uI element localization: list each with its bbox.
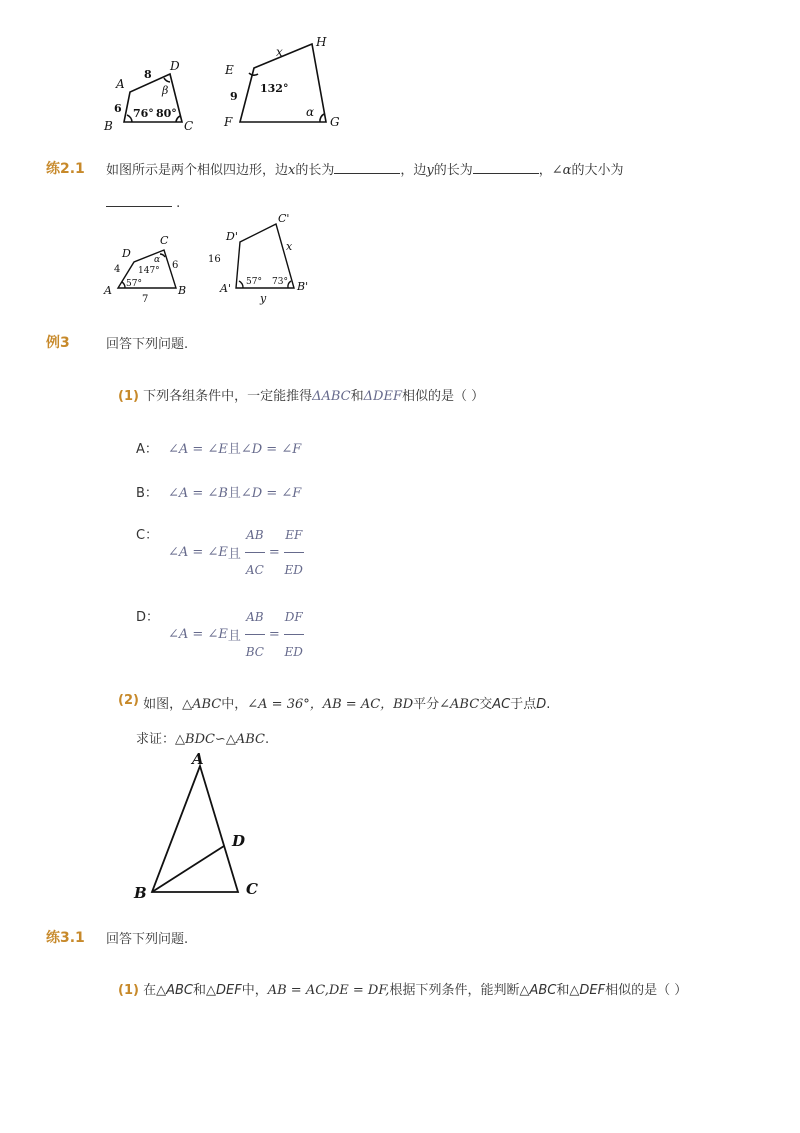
q-text: 相似的是（ ） — [401, 389, 485, 404]
option-math: ∠A = ∠E — [168, 544, 228, 560]
q-math: AB = AC,DE = DF, — [267, 983, 390, 998]
triangle-abc — [152, 766, 238, 892]
q1-number: (1) — [118, 389, 139, 404]
side-ad-prime: 16 — [208, 254, 221, 265]
option-c[interactable] — [136, 524, 308, 580]
option-math: ∠A = ∠E — [168, 626, 228, 642]
angle-e: 132° — [260, 82, 289, 95]
vertex-f: F — [224, 115, 233, 129]
q-math: ∠A = 36°，AB = AC，BD — [247, 697, 414, 712]
angle-b-prime: 73° — [272, 277, 288, 287]
q-math: D — [536, 697, 547, 712]
vertex-g: G — [330, 115, 340, 129]
angle-d-small: 147° — [138, 266, 160, 276]
vertex-d-small: D — [122, 247, 131, 260]
option-key: A： — [136, 442, 158, 457]
angle-alpha-small: α — [154, 255, 161, 265]
vertex-c-prime: C' — [278, 212, 290, 225]
vertex-c: C — [184, 119, 194, 133]
q-text: . — [546, 697, 551, 712]
q-math: ΔDEF — [363, 389, 402, 404]
q-text: 中， — [241, 983, 268, 998]
angle-c: 80° — [156, 107, 177, 120]
q2-number: (2) — [118, 693, 139, 708]
option-math: = — [268, 626, 280, 642]
option-text: 且 — [227, 486, 241, 501]
exercise-2-1-question — [106, 159, 623, 178]
side-ad: 8 — [144, 68, 152, 81]
q-text: 根据下列条件，能判断 — [389, 983, 520, 998]
side-ad-small: 4 — [114, 264, 121, 275]
option-math: ∠A = ∠B — [168, 486, 228, 501]
example-3-title: 回答下列问题. — [106, 337, 189, 352]
angle-b: 76° — [133, 107, 154, 120]
example-3-label: 例3 — [46, 335, 70, 351]
vertex-a-small: A — [104, 284, 112, 297]
q-text: 如图， — [143, 697, 183, 712]
vertex-h: H — [316, 35, 327, 49]
vertex-a-prime: A' — [220, 282, 231, 295]
vertex-d: D — [232, 832, 246, 850]
option-math: ∠D = ∠F — [240, 442, 302, 457]
proof-statement — [136, 728, 269, 747]
fraction-ab-bc: $\frac{AB}{BC}$ — [245, 609, 264, 659]
vertex-e: E — [225, 63, 234, 77]
side-ab: 6 — [114, 102, 122, 115]
q1-number: (1) — [118, 983, 139, 998]
vertex-c-small: C — [160, 234, 169, 247]
fraction-ef-ed: $\frac{EF}{ED}$ — [284, 527, 303, 577]
exercise-2-1-continuation — [106, 194, 180, 211]
vertex-b: B — [104, 119, 113, 133]
q-var-y: y — [426, 163, 434, 178]
exercise-3-1-label: 练3.1 — [46, 930, 85, 946]
option-math: ∠D = ∠F — [240, 486, 302, 501]
vertex-b: B — [134, 884, 147, 902]
q-math: ∠ABC — [439, 697, 480, 712]
example-3-q2 — [118, 693, 550, 712]
exercise-2-1-label: 练2.1 — [46, 161, 85, 177]
q-text: 于点 — [510, 697, 537, 712]
q-math: ΔABC — [312, 389, 351, 404]
q-math: △ABC — [156, 983, 193, 998]
q-text: 相似的是（ ） — [605, 983, 688, 998]
segment-bd — [152, 846, 224, 892]
side-ef: 9 — [230, 90, 238, 103]
option-key: B： — [136, 486, 158, 501]
answer-blank-y[interactable] — [473, 161, 539, 174]
q-math: △ABC — [519, 983, 557, 998]
vertex-b-prime: B' — [297, 280, 309, 293]
vertex-b-small: B — [178, 284, 187, 297]
q-text: 中， — [221, 697, 248, 712]
q-angle: ∠α — [551, 163, 572, 178]
vertex-d-prime: D' — [226, 230, 238, 243]
fraction-ab-ac: $\frac{AB}{AC}$ — [245, 527, 264, 577]
figure-similar-quadrilaterals-1 — [100, 34, 360, 138]
option-math: = — [268, 544, 280, 560]
q-math: △DEF — [569, 983, 606, 998]
option-d[interactable] — [136, 606, 308, 662]
vertex-d: D — [170, 59, 180, 73]
q-text: 的长为 — [433, 163, 473, 178]
figure-similar-quadrilaterals-2 — [100, 210, 320, 306]
option-key: C： — [136, 528, 159, 543]
q-text: 在 — [143, 983, 157, 998]
side-ab-small: 7 — [142, 294, 149, 305]
vertex-a: A — [192, 750, 204, 768]
q-text: . — [176, 196, 181, 211]
option-a[interactable] — [136, 438, 301, 457]
q-text: . — [264, 732, 270, 747]
exercise-3-1-title: 回答下列问题. — [106, 932, 189, 947]
q-text: ， — [538, 163, 552, 178]
q-math: △BDC∽△ABC — [175, 732, 265, 747]
side-bc-small: 6 — [172, 260, 179, 271]
q-text: 平分 — [413, 697, 440, 712]
option-b[interactable] — [136, 482, 301, 501]
exercise-3-1-q1 — [118, 979, 687, 998]
q-text: 和 — [350, 389, 364, 404]
fraction-df-ed: $\frac{DF}{ED}$ — [284, 609, 303, 659]
q-text: 的长为 — [295, 163, 335, 178]
side-x-prime: x — [286, 240, 293, 253]
option-key: D： — [136, 610, 160, 625]
q-text: 和 — [192, 983, 206, 998]
side-x: x — [276, 45, 283, 59]
option-text: 且 — [227, 442, 241, 457]
answer-blank-x[interactable] — [334, 161, 400, 174]
q-text: 和 — [556, 983, 570, 998]
q-var-x: x — [288, 163, 296, 178]
answer-blank-alpha[interactable] — [106, 194, 172, 207]
option-text: 且 — [227, 628, 241, 644]
q-text: 交 — [479, 697, 493, 712]
q-text: ，边 — [400, 163, 427, 178]
vertex-c: C — [246, 880, 258, 898]
option-math: ∠A = ∠E — [168, 442, 228, 457]
q-math: △DEF — [206, 983, 242, 998]
vertex-a: A — [116, 77, 125, 91]
angle-alpha: α — [306, 105, 315, 119]
angle-beta: β — [162, 84, 169, 97]
example-3-q1 — [118, 385, 484, 404]
side-y-prime: y — [260, 292, 267, 305]
q-text: 下列各组条件中，一定能推得 — [143, 389, 313, 404]
q-text: 如图所示是两个相似四边形，边 — [106, 163, 289, 178]
q-math: △ABC — [182, 697, 222, 712]
option-text: 且 — [227, 546, 241, 562]
q-text: 求证： — [136, 732, 176, 747]
q-text: 的大小为 — [571, 163, 624, 178]
angle-a-prime: 57° — [246, 277, 262, 287]
angle-a-small: 57° — [126, 279, 142, 289]
figure-triangle-abc — [128, 748, 268, 904]
q-math: AC — [492, 697, 511, 712]
